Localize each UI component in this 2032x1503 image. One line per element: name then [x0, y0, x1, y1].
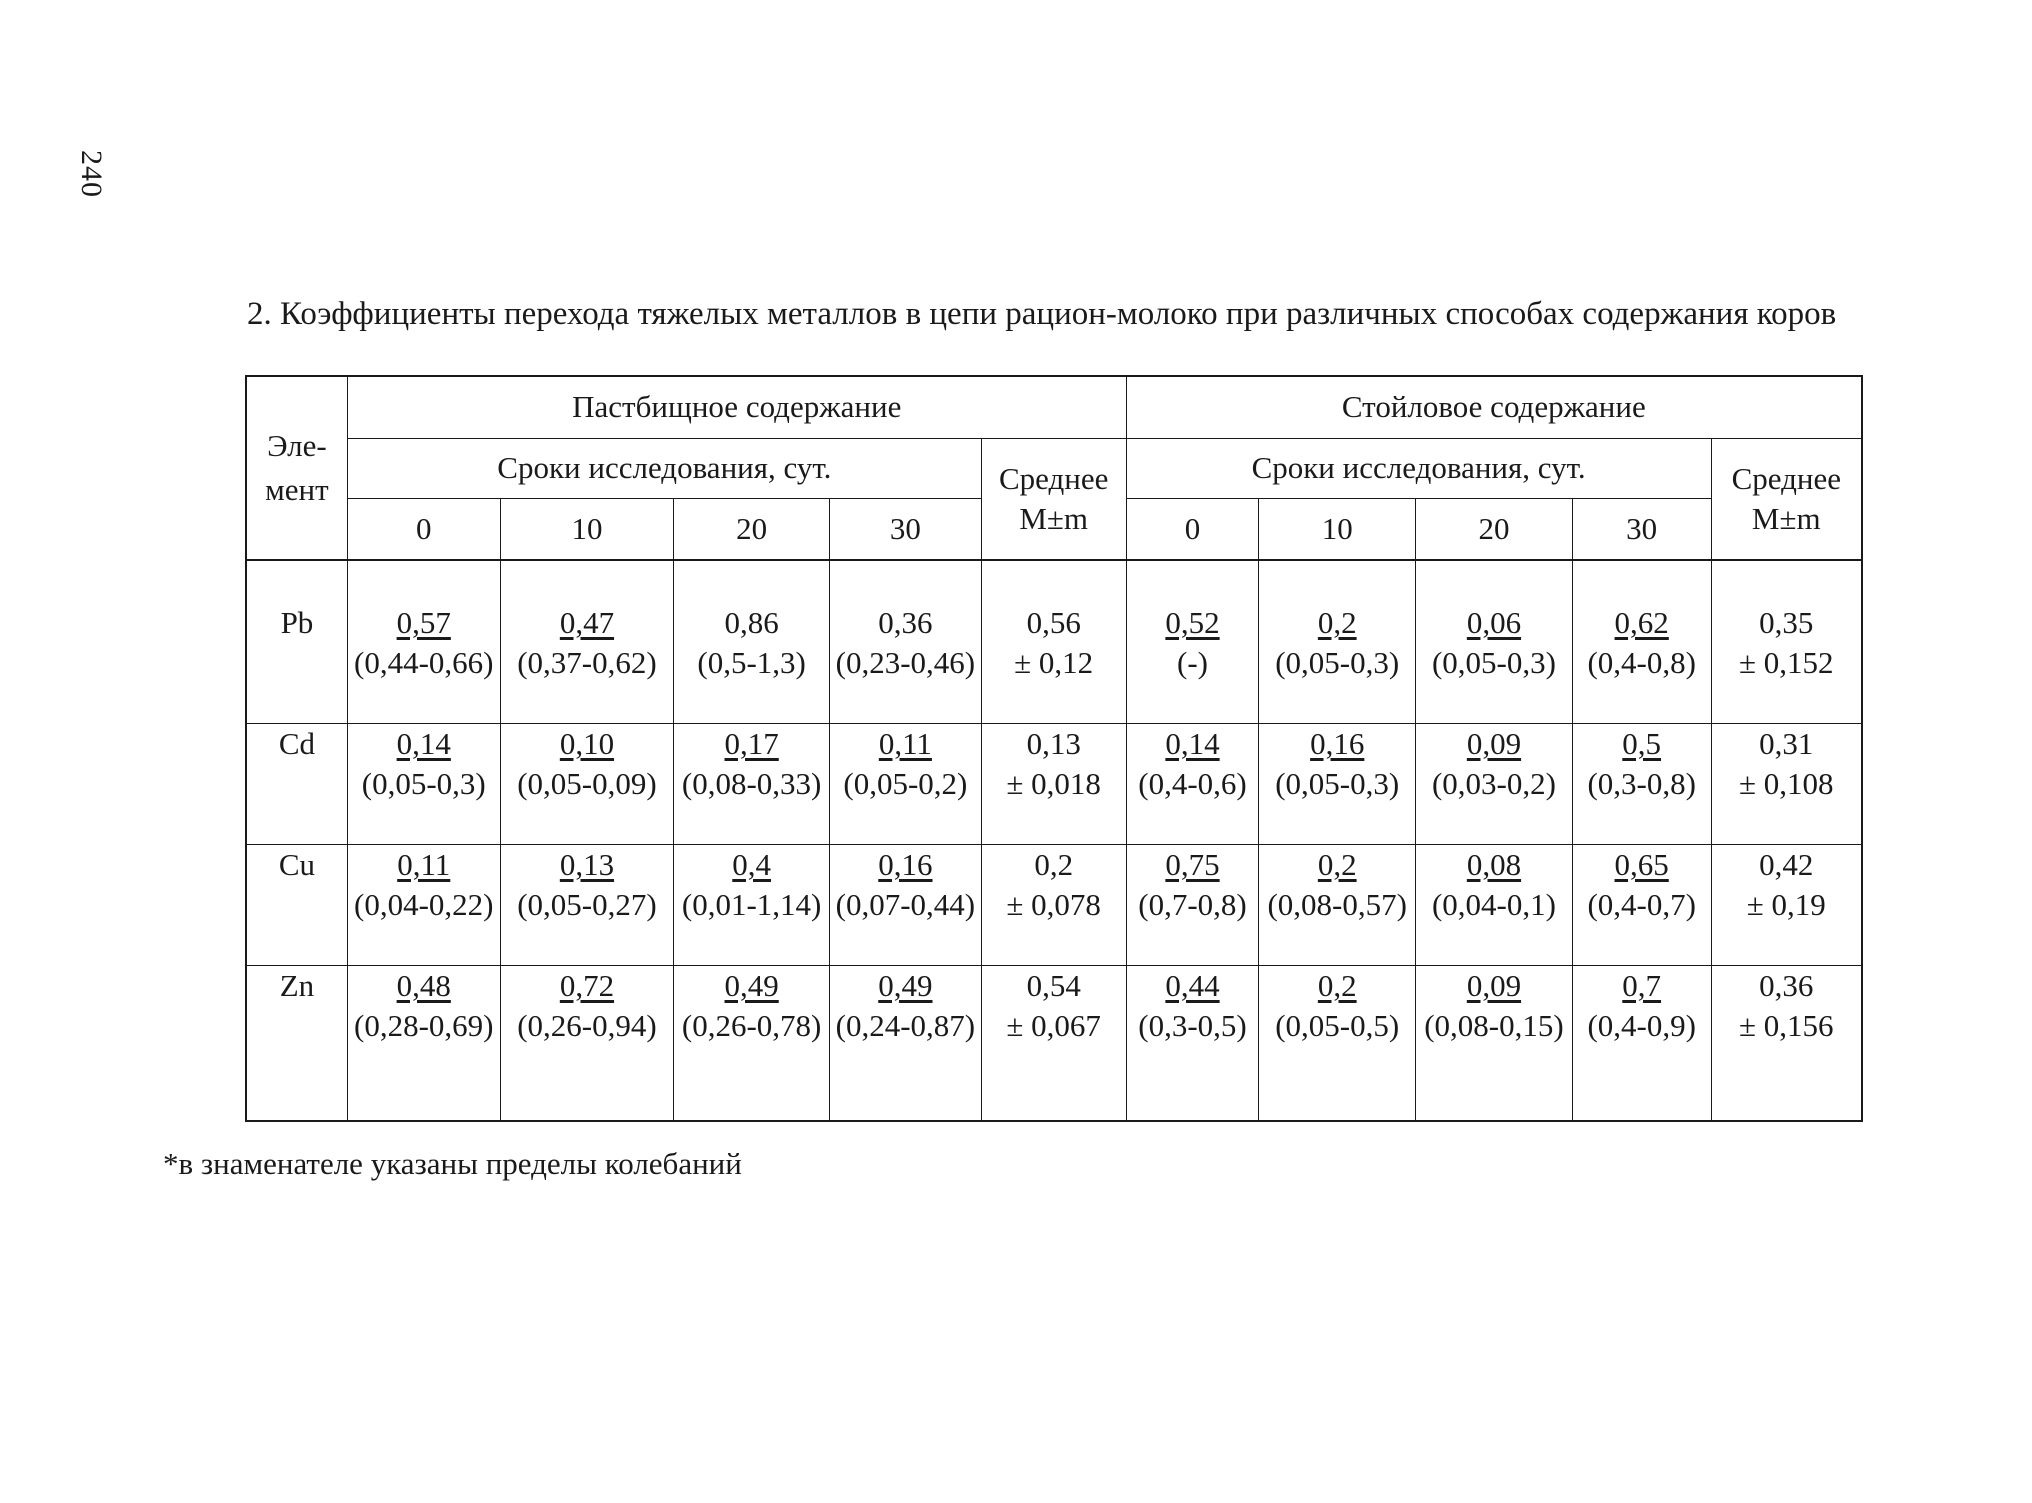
coefficient-range: (0,26-0,94) — [517, 1008, 657, 1043]
mean-value: 0,42 — [1759, 847, 1814, 882]
coefficient-range: (0,05-0,09) — [517, 766, 657, 801]
coefficient-value: 0,17 — [724, 726, 779, 761]
pasture-value-cell — [674, 560, 830, 724]
stall-value-cell — [1416, 724, 1573, 845]
coefficient-range: (0,05-0,3) — [1275, 645, 1400, 680]
table-caption: 2. Коэффициенты перехода тяжелых металлов в цепи рацион-молоко при различных способах содержания коров — [247, 296, 1837, 332]
coefficient-value: 0,4 — [732, 847, 772, 882]
coefficient-value: 0,2 — [1317, 847, 1357, 882]
pasture-periods-header: Сроки исследования, сут. — [347, 438, 981, 498]
coefficient-range: (0,3-0,5) — [1138, 1008, 1247, 1043]
pasture-group-header: Пастбищное содержание — [347, 376, 1126, 438]
pasture-mean-sub: M±m — [1019, 500, 1089, 536]
table-row — [246, 966, 1862, 1122]
stall-value-cell — [1572, 845, 1711, 966]
stall-value-cell — [1126, 966, 1259, 1122]
coefficient-value: 0,49 — [878, 968, 933, 1003]
mean-error: ± 0,108 — [1739, 766, 1834, 801]
mean-error: ± 0,12 — [1014, 645, 1094, 680]
stall-value-cell — [1416, 845, 1573, 966]
pasture-mean-title: Среднее — [998, 460, 1109, 496]
stall_mean-cell — [1711, 560, 1862, 724]
pasture_mean-cell — [981, 560, 1126, 724]
coefficient-range: (0,03-0,2) — [1431, 766, 1556, 801]
coefficient-value: 0,62 — [1614, 605, 1669, 640]
coefficient-range: (0,4-0,7) — [1587, 887, 1696, 922]
pasture-value-cell — [347, 845, 500, 966]
coefficient-range: (0,05-0,27) — [517, 887, 657, 922]
element-symbol: Cu — [278, 847, 316, 882]
coefficient-range: (0,37-0,62) — [517, 645, 657, 680]
coefficient-value: 0,49 — [724, 968, 779, 1003]
coefficient-value: 0,14 — [1165, 726, 1220, 761]
table-body — [246, 560, 1862, 1121]
mean-error: ± 0,067 — [1006, 1008, 1101, 1043]
coefficient-value: 0,57 — [396, 605, 451, 640]
coefficient-value: 0,36 — [878, 605, 933, 640]
stall-day-header: 30 — [1572, 498, 1711, 560]
coefficient-range: (0,08-0,15) — [1424, 1008, 1564, 1043]
pasture-value-cell — [830, 845, 982, 966]
element-symbol: Zn — [279, 968, 315, 1003]
pasture_mean-cell — [981, 724, 1126, 845]
coefficient-value: 0,09 — [1466, 726, 1522, 761]
element-cell — [246, 560, 347, 724]
mean-error: ± 0,018 — [1006, 766, 1101, 801]
mean-value: 0,13 — [1026, 726, 1081, 761]
coefficient-value: 0,14 — [396, 726, 451, 761]
element-symbol: Pb — [280, 605, 314, 640]
coefficient-value: 0,2 — [1317, 605, 1357, 640]
coefficient-range: (0,4-0,8) — [1587, 645, 1696, 680]
coefficient-range: (0,01-1,14) — [681, 887, 822, 922]
mean-value: 0,35 — [1759, 605, 1814, 640]
coefficient-value: 0,13 — [559, 847, 615, 882]
stall-mean-sub: M±m — [1751, 500, 1821, 536]
stall-value-cell — [1572, 560, 1711, 724]
stall-value-cell — [1259, 966, 1416, 1122]
coefficient-value: 0,65 — [1614, 847, 1669, 882]
pasture-day-header: 30 — [830, 498, 982, 560]
coefficient-value: 0,09 — [1466, 968, 1522, 1003]
coefficient-range: (0,7-0,8) — [1138, 887, 1247, 922]
coefficient-value: 0,2 — [1317, 968, 1357, 1003]
coefficient-range: (0,24-0,87) — [835, 1008, 976, 1043]
stall-day-header: 0 — [1126, 498, 1259, 560]
mean-error: ± 0,156 — [1739, 1008, 1834, 1043]
coefficient-value: 0,11 — [878, 726, 932, 761]
pasture-value-cell — [347, 560, 500, 724]
stall-day-header: 10 — [1259, 498, 1416, 560]
pasture-value-cell — [830, 560, 982, 724]
stall-value-cell — [1126, 845, 1259, 966]
coefficient-value: 0,86 — [724, 605, 779, 640]
stall-value-cell — [1126, 560, 1259, 724]
coefficient-value: 0,16 — [1310, 726, 1365, 761]
coefficient-value: 0,52 — [1165, 605, 1220, 640]
coefficient-value: 0,75 — [1165, 847, 1220, 882]
coefficient-value: 0,08 — [1466, 847, 1522, 882]
coefficient-range: (0,05-0,3) — [1275, 766, 1400, 801]
mean-value: 0,56 — [1026, 605, 1081, 640]
stall-mean-title: Среднее — [1731, 460, 1841, 496]
stall-value-cell — [1572, 966, 1711, 1122]
coefficient-value: 0,5 — [1622, 726, 1662, 761]
pasture-value-cell — [674, 724, 830, 845]
stall-value-cell — [1416, 560, 1573, 724]
coefficient-range: (0,44-0,66) — [354, 645, 494, 680]
pasture-value-cell — [830, 724, 982, 845]
stall-day-header: 20 — [1416, 498, 1573, 560]
stall-value-cell — [1259, 845, 1416, 966]
page-number: 240 — [75, 150, 108, 198]
coefficient-value: 0,16 — [878, 847, 933, 882]
coefficient-range: (0,07-0,44) — [835, 887, 976, 922]
mean-error: ± 0,078 — [1006, 887, 1101, 922]
coefficient-range: (-) — [1177, 645, 1208, 680]
pasture-day-header: 0 — [347, 498, 500, 560]
coefficient-value: 0,44 — [1165, 968, 1220, 1003]
mean-value: 0,31 — [1759, 726, 1814, 761]
coefficient-range: (0,26-0,78) — [681, 1008, 822, 1043]
table-row — [246, 724, 1862, 845]
mean-error: ± 0,19 — [1746, 887, 1826, 922]
stall_mean-cell — [1711, 845, 1862, 966]
coefficient-value: 0,72 — [559, 968, 615, 1003]
pasture-value-cell — [500, 560, 674, 724]
coefficient-range: (0,05-0,5) — [1275, 1008, 1400, 1043]
table-row — [246, 845, 1862, 966]
pasture-value-cell — [347, 966, 500, 1122]
coefficient-range: (0,04-0,1) — [1431, 887, 1556, 922]
pasture-mean-header — [981, 438, 1126, 560]
coefficient-range: (0,4-0,9) — [1587, 1008, 1696, 1043]
coefficient-value: 0,7 — [1622, 968, 1662, 1003]
stall-value-cell — [1259, 724, 1416, 845]
element-cell — [246, 966, 347, 1122]
coefficient-range: (0,3-0,8) — [1587, 766, 1696, 801]
pasture-day-header: 20 — [674, 498, 830, 560]
element-symbol: Cd — [278, 726, 316, 761]
coefficient-value: 0,10 — [559, 726, 615, 761]
mean-value: 0,2 — [1034, 847, 1074, 882]
stall_mean-cell — [1711, 724, 1862, 845]
coefficient-range: (0,28-0,69) — [354, 1008, 494, 1043]
pasture-value-cell — [500, 724, 674, 845]
mean-error: ± 0,152 — [1739, 645, 1834, 680]
stall-value-cell — [1416, 966, 1573, 1122]
element-cell — [246, 845, 347, 966]
coefficient-value: 0,47 — [559, 605, 615, 640]
mean-value: 0,54 — [1026, 968, 1081, 1003]
coefficient-range: (0,4-0,6) — [1138, 766, 1247, 801]
coefficient-range: (0,05-0,2) — [843, 766, 968, 801]
pasture_mean-cell — [981, 966, 1126, 1122]
pasture_mean-cell — [981, 845, 1126, 966]
coefficient-value: 0,06 — [1466, 605, 1522, 640]
stall_mean-cell — [1711, 966, 1862, 1122]
coefficient-range: (0,04-0,22) — [354, 887, 494, 922]
element-header-label: Эле- мент — [265, 428, 329, 507]
coefficient-range: (0,5-1,3) — [697, 645, 806, 680]
pasture-value-cell — [674, 845, 830, 966]
coefficient-range: (0,08-0,57) — [1267, 887, 1407, 922]
stall-periods-header: Сроки исследования, сут. — [1126, 438, 1711, 498]
coefficient-value: 0,11 — [397, 847, 451, 882]
stall-group-header: Стойловое содержание — [1126, 376, 1862, 438]
coefficient-range: (0,05-0,3) — [1431, 645, 1556, 680]
stall-value-cell — [1572, 724, 1711, 845]
pasture-day-header: 10 — [500, 498, 674, 560]
element-header — [246, 376, 347, 560]
pasture-value-cell — [347, 724, 500, 845]
table-row — [246, 560, 1862, 724]
coefficient-range: (0,23-0,46) — [835, 645, 976, 680]
coefficient-range: (0,05-0,3) — [361, 766, 486, 801]
footnote: *в знаменателе указаны пределы колебаний — [163, 1146, 742, 1181]
heavy-metals-table — [245, 375, 1863, 1122]
stall-mean-header — [1711, 438, 1862, 560]
pasture-value-cell — [674, 966, 830, 1122]
stall-value-cell — [1126, 724, 1259, 845]
element-cell — [246, 724, 347, 845]
mean-value: 0,36 — [1759, 968, 1814, 1003]
stall-value-cell — [1259, 560, 1416, 724]
coefficient-range: (0,08-0,33) — [681, 766, 822, 801]
coefficient-value: 0,48 — [396, 968, 451, 1003]
pasture-value-cell — [500, 845, 674, 966]
pasture-value-cell — [830, 966, 982, 1122]
pasture-value-cell — [500, 966, 674, 1122]
